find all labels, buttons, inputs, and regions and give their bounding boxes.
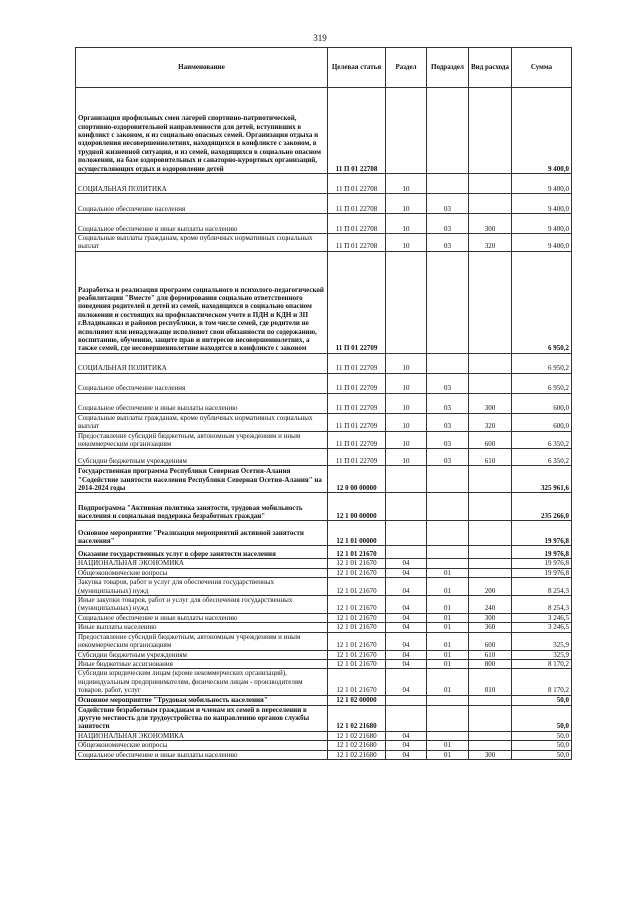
row-name: Государственная программа Республики Северная Осетия-Алания "Содействие занятости населения Республики Северная Осетия-Алания" на 2014-2024 годы — [76, 466, 328, 493]
row-sum: 9 400,0 — [512, 88, 572, 174]
row-sum: 8 254,3 — [512, 596, 572, 614]
row-section: 04 — [386, 750, 427, 759]
table-row — [76, 750, 572, 759]
row-name: Социальное обеспечение и иные выплаты населению — [76, 750, 328, 759]
row-expense-type — [469, 194, 512, 214]
row-section — [386, 521, 427, 546]
row-section: 04 — [386, 568, 427, 577]
row-target: 11 П 01 22709 — [328, 449, 386, 466]
row-section: 10 — [386, 214, 427, 234]
table-row — [76, 521, 572, 546]
table-row — [76, 466, 572, 493]
row-expense-type: 610 — [469, 650, 512, 659]
row-name: НАЦИОНАЛЬНАЯ ЭКОНОМИКА — [76, 731, 328, 740]
row-sum: 19 976,8 — [512, 559, 572, 568]
row-name: Организация профильных смен лагерей спортивно-патриотической, спортивно-оздоровительной направленности для детей, вступивших в конфликт с законом, и из социально опасных семей. Организация отдыха и оздоровления несовершеннолетних, находящихся в конфликте с законом, в трудной жизненной ситуации, и из семей, находящихся в социально опасном положении, на базе оздоровительных и санаторно-курортных организаций, осуществляющих отдых и оздоровление детей — [76, 88, 328, 174]
row-name: Социальные выплаты гражданам, кроме публичных нормативных социальных выплат — [76, 413, 328, 431]
row-sum: 6 950,2 — [512, 251, 572, 353]
row-section: 10 — [386, 174, 427, 194]
row-section — [386, 493, 427, 521]
row-name: Субсидии бюджетным учреждениям — [76, 449, 328, 466]
row-expense-type — [469, 174, 512, 194]
row-target: 12 1 02 21680 — [328, 705, 386, 731]
header-sum: Сумма — [512, 48, 572, 88]
row-sum: 50,0 — [512, 731, 572, 740]
row-subsection: 01 — [427, 596, 469, 614]
table-row — [76, 194, 572, 214]
row-sum: 235 266,0 — [512, 493, 572, 521]
table-row — [76, 632, 572, 650]
row-name: Иные выплаты населению — [76, 623, 328, 632]
row-name: Разработка и реализация программ социального и психолого-педагогической реабилитации "Вместе" для формирования социально ответственного поведения родителей и детей из семей, находящихся в социально опасном положении и состоящих на профилактическом учете в ПДН и КДН и ЗП г.Владикавказ и районов республики, в том числе семей, где родители не исполняют или ненадлежаще исполняют свои обязанности по содержанию, воспитанию, обучению, защите прав и интересов несовершеннолетних, а также семей, где несовершеннолетние находятся в конфликте с законом — [76, 251, 328, 353]
row-expense-type: 300 — [469, 750, 512, 759]
row-sum: 6 350,2 — [512, 449, 572, 466]
row-subsection — [427, 705, 469, 731]
table-row — [76, 695, 572, 705]
row-subsection: 03 — [427, 393, 469, 413]
row-target: 11 П 01 22708 — [328, 234, 386, 252]
table-row — [76, 568, 572, 577]
row-section: 10 — [386, 234, 427, 252]
table-row — [76, 669, 572, 695]
row-subsection — [427, 521, 469, 546]
row-section: 10 — [386, 194, 427, 214]
table-row — [76, 431, 572, 449]
row-subsection — [427, 559, 469, 568]
row-target: 12 1 02 21680 — [328, 741, 386, 750]
row-expense-type — [469, 546, 512, 559]
row-section — [386, 251, 427, 353]
row-name: Иные закупки товаров, работ и услуг для обеспечения государственных (муниципальных) нужд — [76, 596, 328, 614]
row-target: 12 1 01 21670 — [328, 659, 386, 668]
table-row — [76, 251, 572, 353]
row-target: 12 1 00 00000 — [328, 493, 386, 521]
row-expense-type: 800 — [469, 659, 512, 668]
row-name: Субсидии юридическим лицам (кроме некоммерческих организаций), индивидуальным предпринимателям, физическим лицам - производителям товаров, работ, услуг — [76, 669, 328, 695]
row-section: 04 — [386, 578, 427, 596]
row-subsection: 03 — [427, 449, 469, 466]
row-section: 10 — [386, 413, 427, 431]
row-name: Социальные выплаты гражданам, кроме публичных нормативных социальных выплат — [76, 234, 328, 252]
table-row — [76, 234, 572, 252]
table-row — [76, 546, 572, 559]
row-subsection: 01 — [427, 650, 469, 659]
row-sum: 6 950,2 — [512, 373, 572, 393]
row-section: 10 — [386, 353, 427, 373]
row-expense-type: 320 — [469, 234, 512, 252]
table-row — [76, 578, 572, 596]
row-sum: 600,0 — [512, 413, 572, 431]
row-name: Социальное обеспечение и иные выплаты населению — [76, 393, 328, 413]
row-sum: 50,0 — [512, 741, 572, 750]
row-section: 10 — [386, 393, 427, 413]
row-name: Социальное обеспечение населения — [76, 373, 328, 393]
row-target: 11 П 01 22709 — [328, 413, 386, 431]
header-target: Целевая статья — [328, 48, 386, 88]
row-sum: 600,0 — [512, 393, 572, 413]
row-subsection: 01 — [427, 613, 469, 622]
row-sum: 3 246,5 — [512, 613, 572, 622]
row-expense-type — [469, 493, 512, 521]
row-subsection: 03 — [427, 194, 469, 214]
header-section: Раздел — [386, 48, 427, 88]
row-expense-type: 240 — [469, 596, 512, 614]
row-expense-type: 810 — [469, 669, 512, 695]
row-sum: 8 170,2 — [512, 669, 572, 695]
row-name: СОЦИАЛЬНАЯ ПОЛИТИКА — [76, 174, 328, 194]
row-target: 12 1 01 21670 — [328, 669, 386, 695]
row-sum: 50,0 — [512, 750, 572, 759]
table-row — [76, 596, 572, 614]
row-name: Закупка товаров, работ и услуг для обеспечения государственных (муниципальных) нужд — [76, 578, 328, 596]
row-subsection — [427, 174, 469, 194]
row-sum: 6 950,2 — [512, 353, 572, 373]
row-section: 04 — [386, 731, 427, 740]
row-expense-type — [469, 373, 512, 393]
row-sum: 325,9 — [512, 632, 572, 650]
row-subsection — [427, 546, 469, 559]
table-row — [76, 623, 572, 632]
row-sum: 19 976,8 — [512, 568, 572, 577]
table-row — [76, 741, 572, 750]
table-row — [76, 88, 572, 174]
row-target: 11 П 01 22708 — [328, 214, 386, 234]
row-sum: 50,0 — [512, 705, 572, 731]
row-target: 12 1 01 21670 — [328, 578, 386, 596]
row-section: 04 — [386, 613, 427, 622]
row-expense-type: 300 — [469, 214, 512, 234]
row-section — [386, 88, 427, 174]
header-expense-type: Вид расхода — [469, 48, 512, 88]
row-sum: 9 400,0 — [512, 174, 572, 194]
row-subsection: 03 — [427, 373, 469, 393]
row-subsection: 01 — [427, 623, 469, 632]
row-target: 12 1 01 21670 — [328, 596, 386, 614]
row-expense-type — [469, 466, 512, 493]
row-section: 04 — [386, 596, 427, 614]
budget-table — [75, 47, 572, 760]
row-section — [386, 466, 427, 493]
row-subsection: 03 — [427, 234, 469, 252]
table-row — [76, 650, 572, 659]
row-name: Предоставление субсидий бюджетным, автономным учреждениям и иным некоммерческим организациям — [76, 431, 328, 449]
row-target: 12 1 01 21670 — [328, 613, 386, 622]
row-target: 11 П 01 22709 — [328, 431, 386, 449]
row-section: 04 — [386, 741, 427, 750]
row-section: 04 — [386, 659, 427, 668]
row-subsection — [427, 493, 469, 521]
row-subsection: 03 — [427, 214, 469, 234]
row-target: 12 1 02 21680 — [328, 750, 386, 759]
row-name: НАЦИОНАЛЬНАЯ ЭКОНОМИКА — [76, 559, 328, 568]
row-subsection: 03 — [427, 413, 469, 431]
row-expense-type: 300 — [469, 393, 512, 413]
row-section: 04 — [386, 650, 427, 659]
row-name: Основное мероприятие "Трудовая мобильность населения" — [76, 695, 328, 705]
table-row — [76, 373, 572, 393]
row-sum: 19 976,8 — [512, 521, 572, 546]
row-subsection: 01 — [427, 669, 469, 695]
row-expense-type — [469, 353, 512, 373]
table-row — [76, 705, 572, 731]
table-row — [76, 559, 572, 568]
page-number: 319 — [313, 33, 327, 43]
row-target: 12 1 01 21670 — [328, 623, 386, 632]
row-name: Общеэкономические вопросы — [76, 568, 328, 577]
row-subsection: 01 — [427, 578, 469, 596]
row-expense-type — [469, 559, 512, 568]
row-subsection: 01 — [427, 750, 469, 759]
row-name: Подпрограмма "Активная политика занятости, трудовая мобильность населения и социальная поддержка безработных граждан" — [76, 493, 328, 521]
row-name: Иные бюджетные ассигнования — [76, 659, 328, 668]
row-target: 12 1 01 00000 — [328, 521, 386, 546]
row-target: 12 1 01 21670 — [328, 546, 386, 559]
row-section: 10 — [386, 373, 427, 393]
row-sum: 325,9 — [512, 650, 572, 659]
row-sum: 6 350,2 — [512, 431, 572, 449]
row-expense-type: 600 — [469, 632, 512, 650]
row-name: Субсидии бюджетным учреждениям — [76, 650, 328, 659]
row-expense-type: 610 — [469, 449, 512, 466]
row-target: 11 П 01 22708 — [328, 174, 386, 194]
table-body — [76, 88, 572, 760]
row-name: Социальное обеспечение населения — [76, 194, 328, 214]
table-row — [76, 393, 572, 413]
row-expense-type — [469, 251, 512, 353]
row-expense-type: 200 — [469, 578, 512, 596]
row-subsection — [427, 251, 469, 353]
row-subsection — [427, 731, 469, 740]
row-sum: 3 246,5 — [512, 623, 572, 632]
header-subsection: Подраздел — [427, 48, 469, 88]
row-section: 10 — [386, 431, 427, 449]
table-row — [76, 659, 572, 668]
row-section: 10 — [386, 449, 427, 466]
table-row — [76, 613, 572, 622]
table-row — [76, 353, 572, 373]
row-sum: 19 976,8 — [512, 546, 572, 559]
row-target: 11 П 01 22709 — [328, 251, 386, 353]
row-target: 12 0 00 00000 — [328, 466, 386, 493]
row-subsection: 03 — [427, 431, 469, 449]
row-section — [386, 705, 427, 731]
row-name: СОЦИАЛЬНАЯ ПОЛИТИКА — [76, 353, 328, 373]
row-expense-type — [469, 705, 512, 731]
row-sum: 325 961,6 — [512, 466, 572, 493]
row-target: 12 1 01 21670 — [328, 559, 386, 568]
table-row — [76, 413, 572, 431]
row-subsection: 01 — [427, 632, 469, 650]
row-name: Основное мероприятие "Реализация мероприятий активной занятости населения" — [76, 521, 328, 546]
row-name: Оказание государственных услуг в сфере занятости населения — [76, 546, 328, 559]
row-target: 12 1 02 00000 — [328, 695, 386, 705]
row-target: 11 П 01 22708 — [328, 194, 386, 214]
row-target: 11 П 01 22709 — [328, 393, 386, 413]
row-subsection — [427, 695, 469, 705]
row-subsection: 01 — [427, 568, 469, 577]
row-name: Предоставление субсидий бюджетным, автономным учреждениям и иным некоммерческим организациям — [76, 632, 328, 650]
row-name: Социальное обеспечение и иные выплаты населению — [76, 214, 328, 234]
row-section — [386, 546, 427, 559]
row-subsection — [427, 88, 469, 174]
row-target: 12 1 02 21680 — [328, 731, 386, 740]
row-target: 11 П 01 22709 — [328, 373, 386, 393]
row-target: 11 П 01 22709 — [328, 353, 386, 373]
header-name: Наименование — [76, 48, 328, 88]
row-expense-type — [469, 741, 512, 750]
row-section: 04 — [386, 559, 427, 568]
row-sum: 8 170,2 — [512, 659, 572, 668]
row-expense-type: 600 — [469, 431, 512, 449]
row-subsection — [427, 466, 469, 493]
row-expense-type — [469, 568, 512, 577]
row-expense-type — [469, 731, 512, 740]
row-section: 04 — [386, 623, 427, 632]
row-sum: 50,0 — [512, 695, 572, 705]
table-header-row — [76, 48, 572, 88]
row-expense-type — [469, 521, 512, 546]
table-row — [76, 449, 572, 466]
row-target: 12 1 01 21670 — [328, 650, 386, 659]
row-expense-type: 300 — [469, 613, 512, 622]
row-name: Социальное обеспечение и иные выплаты населению — [76, 613, 328, 622]
row-section — [386, 695, 427, 705]
row-sum: 9 400,0 — [512, 194, 572, 214]
table-row — [76, 493, 572, 521]
row-name: Общеэкономические вопросы — [76, 741, 328, 750]
row-target: 12 1 01 21670 — [328, 632, 386, 650]
row-expense-type: 320 — [469, 413, 512, 431]
table-row — [76, 731, 572, 740]
row-expense-type — [469, 88, 512, 174]
row-subsection: 01 — [427, 741, 469, 750]
row-subsection — [427, 353, 469, 373]
row-sum: 9 400,0 — [512, 234, 572, 252]
row-section: 04 — [386, 632, 427, 650]
row-subsection: 01 — [427, 659, 469, 668]
table-row — [76, 214, 572, 234]
row-name: Содействие безработным гражданам и членам их семей в переселении в другую местность для трудоустройства по направлению органов службы занятости — [76, 705, 328, 731]
row-target: 12 1 01 21670 — [328, 568, 386, 577]
row-section: 04 — [386, 669, 427, 695]
table-row — [76, 174, 572, 194]
row-sum: 9 400,0 — [512, 214, 572, 234]
row-target: 11 П 01 22708 — [328, 88, 386, 174]
row-sum: 8 254,3 — [512, 578, 572, 596]
row-expense-type: 360 — [469, 623, 512, 632]
row-expense-type — [469, 695, 512, 705]
